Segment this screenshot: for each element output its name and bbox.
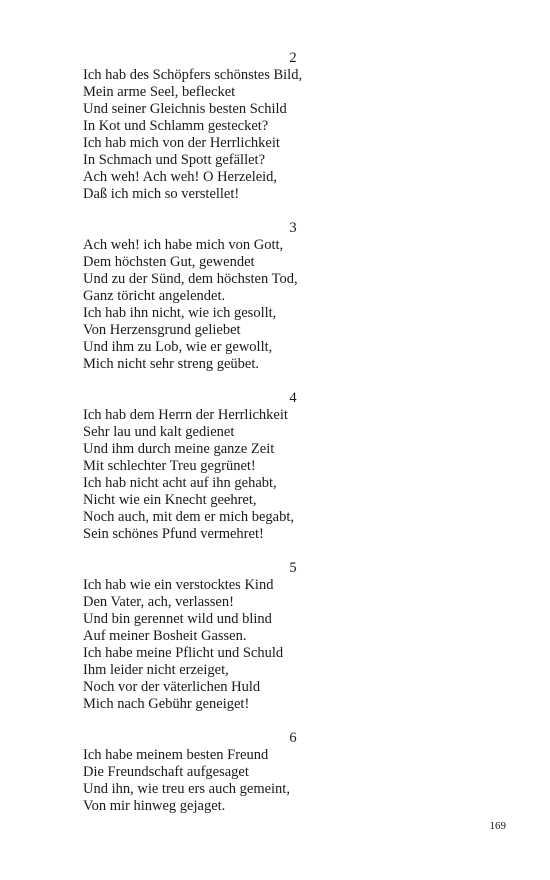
verse-line: Mich nicht sehr streng geübet.	[83, 356, 259, 372]
verse-line: Dem höchsten Gut, gewendet	[83, 254, 255, 270]
verse-line: Sein schönes Pfund vermehret!	[83, 526, 264, 542]
verse-line: Und bin gerennet wild und blind	[83, 611, 272, 627]
stanza-3	[83, 220, 383, 373]
verse-line: Ihm leider nicht erzeiget,	[83, 662, 229, 678]
verse-line: Und ihm durch meine ganze Zeit	[83, 441, 275, 457]
verse-line: Und ihn, wie treu ers auch gemeint,	[83, 781, 290, 797]
stanza-number: 5	[289, 560, 297, 576]
verse-line: Daß ich mich so verstellet!	[83, 186, 240, 202]
page-number: 169	[489, 820, 506, 832]
stanza-number: 2	[289, 50, 297, 66]
stanza-2	[83, 50, 383, 203]
verse-line: Ganz töricht angelendet.	[83, 288, 226, 304]
verse-line: Und zu der Sünd, dem höchsten Tod,	[83, 271, 298, 287]
verse-line: Und seiner Gleichnis besten Schild	[83, 101, 287, 117]
stanza-number: 6	[289, 730, 297, 746]
verse-line: Ich hab dem Herrn der Herrlichkeit	[83, 407, 288, 423]
verse-line: Nicht wie ein Knecht geehret,	[83, 492, 257, 508]
verse-line: Ich hab ihn nicht, wie ich gesollt,	[83, 305, 277, 321]
stanza-4	[83, 390, 383, 543]
verse-line: Von mir hinweg gejaget.	[83, 798, 226, 814]
verse-line: Und ihm zu Lob, wie er gewollt,	[83, 339, 273, 355]
stanza-5	[83, 560, 383, 713]
stanza-number: 3	[289, 220, 297, 236]
verse-line: Ich habe meinem besten Freund	[83, 747, 269, 763]
poem-text	[83, 50, 383, 832]
verse-line: Ich hab wie ein verstocktes Kind	[83, 577, 274, 593]
verse-line: Mich nach Gebühr geneiget!	[83, 696, 250, 712]
verse-line: Mein arme Seel, beflecket	[83, 84, 236, 100]
verse-line: Mit schlechter Treu gegrünet!	[83, 458, 256, 474]
verse-line: Ach weh! Ach weh! O Herzeleid,	[83, 169, 278, 185]
stanza-number: 4	[289, 390, 297, 406]
verse-line: Die Freundschaft aufgesaget	[83, 764, 249, 780]
verse-line: Ich hab des Schöpfers schönstes Bild,	[83, 67, 303, 83]
verse-line: Ach weh! ich habe mich von Gott,	[83, 237, 284, 253]
verse-line: Noch vor der väterlichen Huld	[83, 679, 261, 695]
verse-line: Noch auch, mit dem er mich begabt,	[83, 509, 294, 525]
verse-line: Den Vater, ach, verlassen!	[83, 594, 234, 610]
verse-line: Von Herzensgrund geliebet	[83, 322, 241, 338]
verse-line: Sehr lau und kalt gedienet	[83, 424, 235, 440]
verse-line: In Schmach und Spott gefället?	[83, 152, 266, 168]
verse-line: Ich hab nicht acht auf ihn gehabt,	[83, 475, 277, 491]
verse-line: Ich habe meine Pflicht und Schuld	[83, 645, 284, 661]
verse-line: Auf meiner Bosheit Gassen.	[83, 628, 247, 644]
verse-line: In Kot und Schlamm gestecket?	[83, 118, 269, 134]
stanza-6	[83, 730, 383, 815]
verse-line: Ich hab mich von der Herrlichkeit	[83, 135, 280, 151]
